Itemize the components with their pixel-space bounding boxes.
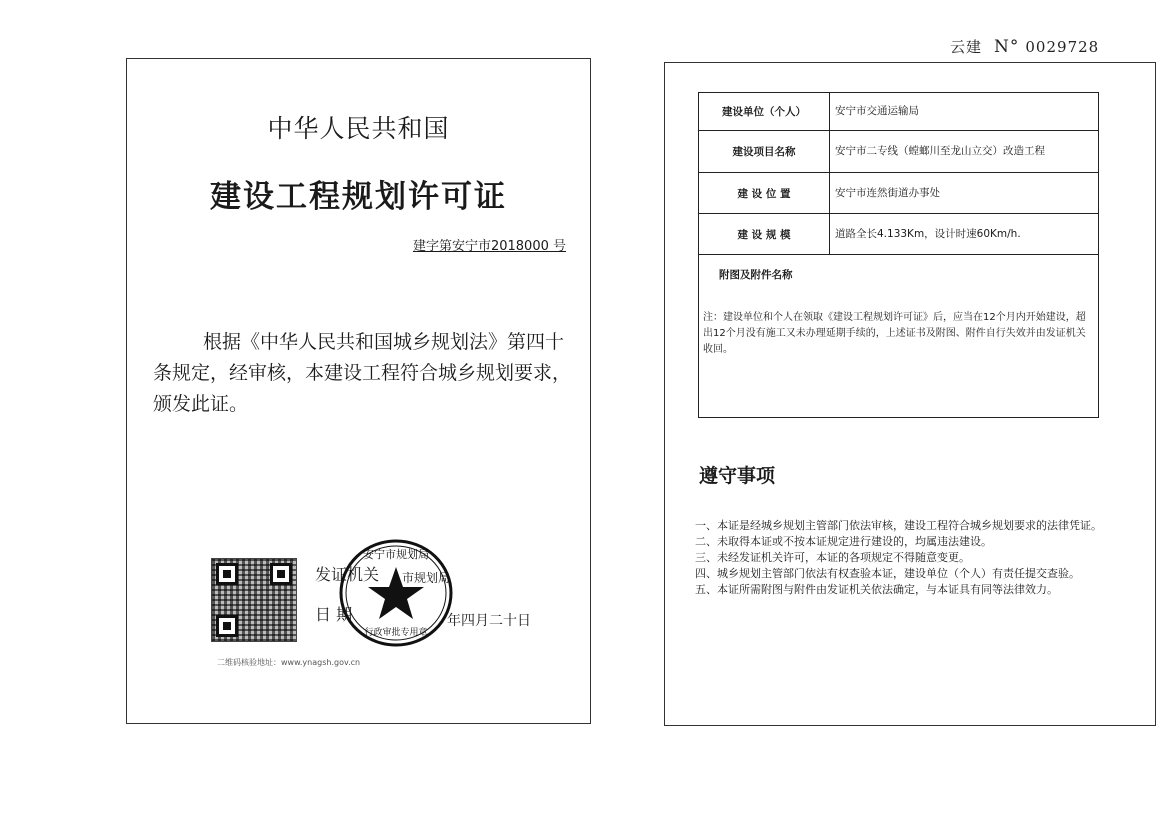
row-label: 建设项目名称 — [699, 131, 830, 172]
permit-details-page — [664, 62, 1156, 726]
list-item: 二、未取得本证或不按本证规定进行建设的，均属违法建设。 — [695, 535, 992, 548]
row-label: 建 设 规 模 — [699, 214, 830, 254]
row-value: 道路全长4.133Km，设计时速60Km/h. — [835, 227, 1021, 240]
row-label: 建 设 位 置 — [699, 173, 830, 213]
row-value: 安宁市二专线（螳螂川至龙山立交）改造工程 — [835, 145, 1045, 157]
nation-title: 中华人民共和国 — [267, 114, 450, 143]
issuer-name: 市规划局 — [402, 571, 451, 585]
table-row — [699, 214, 1098, 255]
seal-name: 安宁市规划局 — [363, 548, 429, 561]
row-label: 建设单位（个人） — [699, 93, 830, 130]
qr-verify-url: 二维码核验地址：www.ynagsh.gov.cn — [217, 658, 361, 667]
validity-note: 注：建设单位和个人在领取《建设工程规划许可证》后，应当在12个月内开始建设，超出12个月没有施工又未办理延期手续的，上述证书及附图、附件自行失效并由发证机关收回。 — [703, 312, 1086, 355]
table-row — [699, 173, 1098, 214]
list-item: 四、城乡规划主管部门依法有权查验本证，建设单位（个人）有责任提交查验。 — [695, 567, 1080, 580]
row-value: 安宁市交通运输局 — [835, 105, 919, 117]
serial-mark: N° — [994, 37, 1020, 57]
permit-number: 建字第安宁市2018000 号 — [412, 239, 566, 254]
rules-list — [695, 518, 1105, 598]
date-label: 日 期 — [315, 605, 353, 624]
seal-subtext: 行政审批专用章 — [364, 628, 428, 638]
list-item: 三、未经发证机关许可，本证的各项规定不得随意变更。 — [695, 551, 970, 564]
table-row — [699, 93, 1098, 131]
issuer-label: 发证机关 — [315, 565, 380, 584]
official-seal — [337, 537, 455, 649]
serial-value: 0029728 — [1025, 38, 1100, 56]
serial-prefix: 云建 — [950, 38, 983, 56]
permit-cover-page — [126, 58, 591, 724]
permit-info-table — [698, 92, 1099, 418]
table-row — [699, 131, 1098, 173]
permit-title: 建设工程规划许可证 — [210, 179, 507, 215]
permit-statement: 根据《中华人民共和国城乡规划法》第四十条规定，经审核，本建设工程符合城乡规划要求，颁发此证。 — [153, 331, 572, 415]
row-value: 安宁市连然街道办事处 — [835, 186, 940, 199]
attachment-label: 附图及附件名称 — [719, 269, 793, 281]
attachments-cell — [699, 255, 1098, 417]
issue-date: 年四月二十日 — [447, 613, 531, 629]
qr-code — [211, 558, 297, 642]
list-item: 五、本证所需附图与附件由发证机关依法确定，与本证具有同等法律效力。 — [695, 583, 1058, 596]
rules-title: 遵守事项 — [699, 465, 776, 487]
serial-number — [950, 36, 1099, 57]
list-item: 一、本证是经城乡规划主管部门依法审核，建设工程符合城乡规划要求的法律凭证。 — [695, 519, 1102, 532]
